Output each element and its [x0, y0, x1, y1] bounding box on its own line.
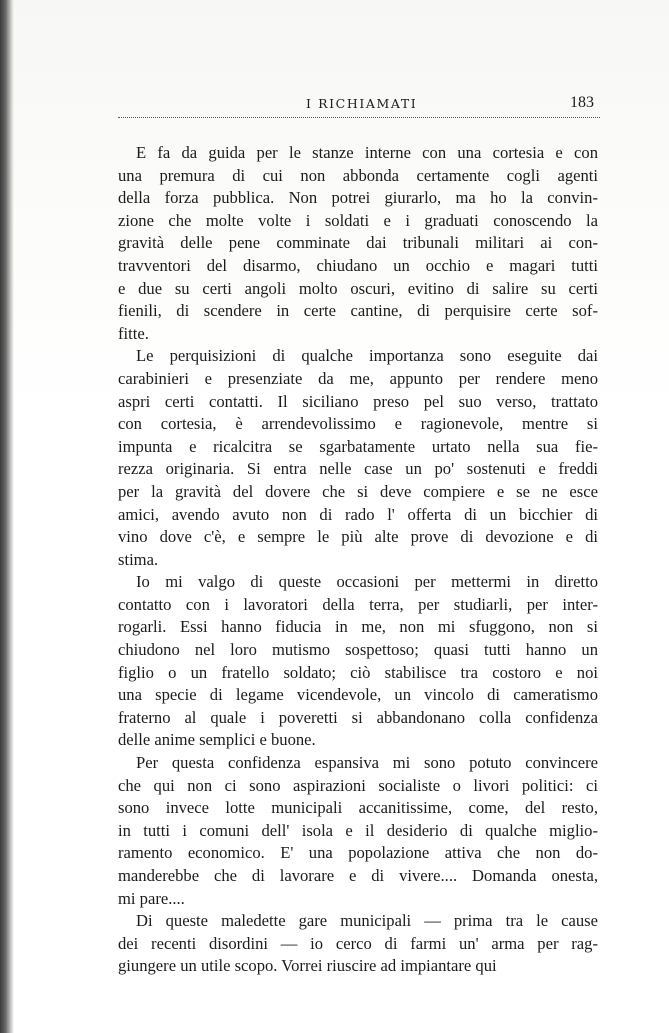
running-header [116, 94, 600, 116]
text-line: fraterno al quale i poveretti si abbandonano colla confidenza [118, 707, 598, 727]
text-line: mi pare.... [118, 888, 185, 908]
text-line: manderebbe che di lavorare e di vivere.... Domanda onesta, [118, 866, 598, 885]
text-line: sono invece lotte municipali accanitissime, come, del resto, [118, 798, 598, 818]
text-line: con cortesia, è arrendevolissimo e ragionevole, mentre si [118, 414, 598, 434]
body-text [118, 142, 598, 978]
text-line: e due su certi angoli molto oscuri, evitino di salire su certi [118, 278, 598, 298]
text-line: fienili, di scendere in certe cantine, di perquisire certe sof- [118, 301, 598, 321]
page-number: 183 [570, 94, 594, 111]
text-line: figlio o un fratello soldato; ciò stabilisce tra costoro e noi [118, 662, 598, 682]
paragraph [118, 142, 598, 345]
text-line: una premura di cui non abbonda certamente cogli agenti [118, 165, 598, 185]
text-line: contatto con i lavoratori della terra, per studiarli, per inter- [118, 594, 598, 614]
paragraph [118, 910, 598, 978]
text-line: amici, avendo avuto non di rado l' offerta di un bicchier di [118, 504, 598, 524]
paragraph [118, 752, 598, 910]
running-title: I RICHIAMATI [306, 96, 418, 111]
text-line: aspri certi contatti. Il siciliano preso pel suo verso, trattato [118, 391, 598, 411]
binding-edge [0, 0, 14, 1033]
text-line: rogarli. Essi hanno fiducia in me, non mi sfuggono, non si [118, 617, 598, 637]
text-line: ramento economico. E' una popolazione attiva che non do- [118, 843, 598, 863]
text-line: che qui non ci sono aspirazioni socialiste o livori politici: ci [118, 775, 598, 795]
text-line: gravità delle pene comminate dai tribunali militari ai con- [118, 233, 598, 253]
text-line: Per questa confidenza espansiva mi sono potuto convincere [136, 753, 598, 773]
text-line: vino dove c'è, e sempre le più alte prove di devozione e di [118, 527, 598, 547]
text-line: dei recenti disordini — io cerco di farmi un' arma per rag- [118, 933, 598, 953]
text-line: zione che molte volte i soldati e i graduati conoscendo la [118, 210, 598, 230]
text-line: della forza pubblica. Non potrei giurarlo, ma ho la convin- [118, 188, 598, 208]
text-line: stima. [118, 549, 159, 569]
text-line: una specie di legame vicendevole, un vincolo di cameratismo [118, 685, 598, 705]
text-line: travventori del disarmo, chiudano un occhio e magari tutti [118, 255, 598, 275]
text-line: Io mi valgo di queste occasioni per mettermi in diretto [136, 572, 598, 592]
text-line: Le perquisizioni di qualche importanza sono eseguite dai [136, 346, 598, 366]
text-line: per la gravità del dovere che si deve compiere e se ne esce [118, 481, 598, 501]
paragraph [118, 345, 598, 571]
text-line: rezza originaria. Si entra nelle case un po' sostenuti e freddi [118, 459, 598, 479]
text-line: Di queste maledette gare municipali — prima tra le cause [136, 911, 598, 931]
text-line: fitte. [118, 323, 149, 343]
text-line: E fa da guida per le stanze interne con una cortesia e con [136, 143, 598, 162]
text-line: carabinieri e presenziate da me, appunto per rendere meno [118, 368, 598, 388]
text-line: in tutti i comuni dell' isola e il desiderio di qualche miglio- [118, 820, 598, 840]
text-line: impunta e ricalcitra se sgarbatamente urtato nella sua fie- [118, 436, 598, 456]
text-line: chiudono nel loro mutismo sospettoso; quasi tutti hanno un [118, 640, 598, 660]
header-rule [118, 117, 600, 118]
paragraph [118, 571, 598, 752]
text-line: delle anime semplici e buone. [118, 730, 316, 750]
text-line: giungere un utile scopo. Vorrei riuscire ad impiantare qui [118, 956, 497, 976]
